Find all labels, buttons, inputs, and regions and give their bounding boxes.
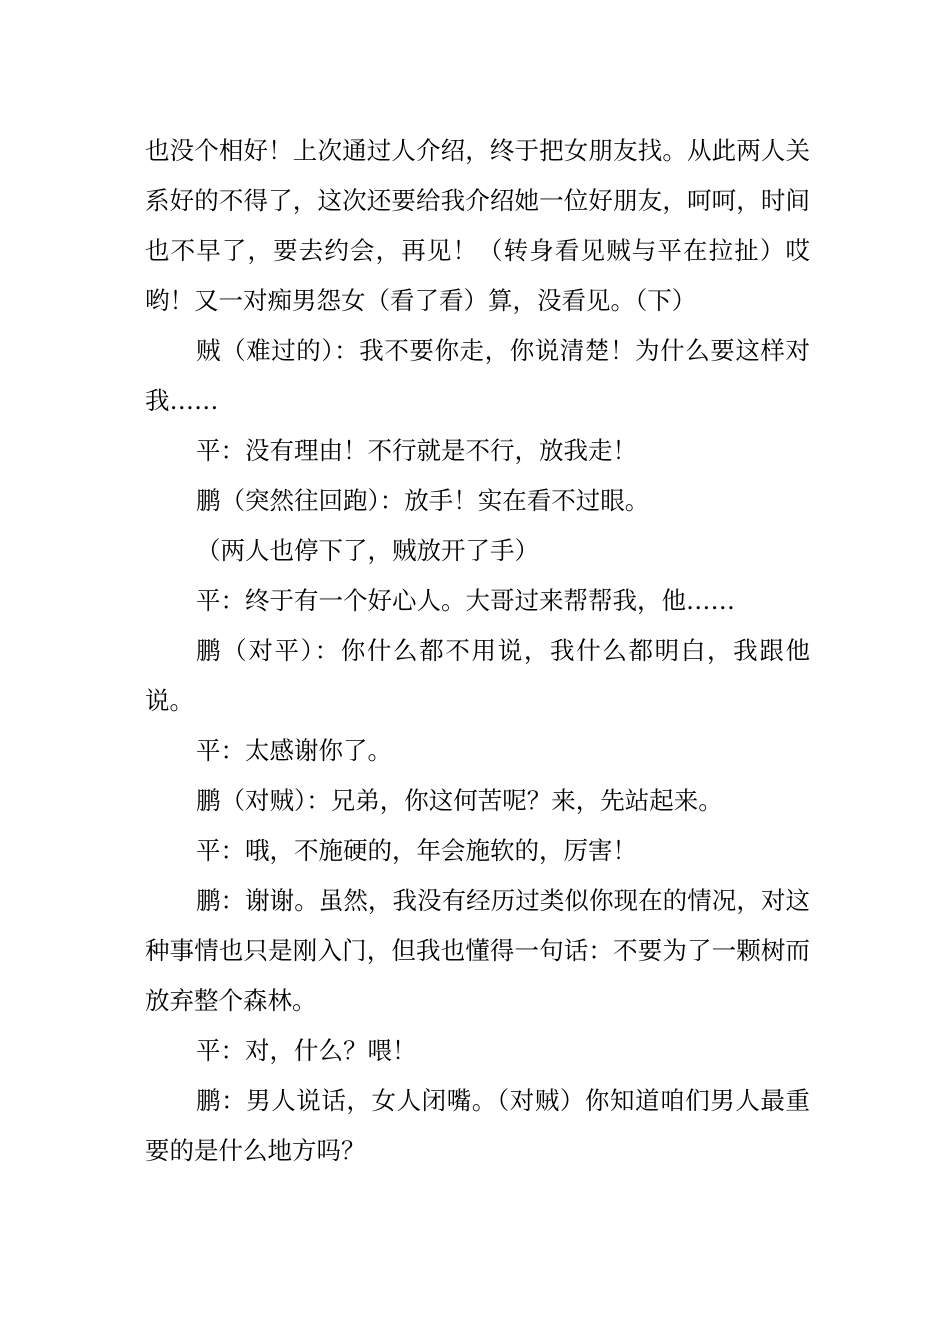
document-page (145, 126, 810, 1176)
dialogue-line: 鹏：谢谢。虽然，我没有经历过类似你现在的情况，对这种事情也只是刚入门，但我也懂得一句话：不要为了一颗树而放弃整个森林。 (145, 886, 810, 1015)
dialogue-line: 鹏（对贼）：兄弟，你这何苦呢？来，先站起来。 (196, 786, 723, 815)
dialogue-line: 平：没有理由！不行就是不行，放我走！ (196, 436, 637, 465)
dialogue-line: 平：太感谢你了。 (196, 736, 392, 765)
paragraph-monologue-continuation: 也没个相好！上次通过人介绍，终于把女朋友找。从此两人关系好的不得了，这次还要给我介绍她一位好朋友，呵呵，时间也不早了，要去约会，再见！（转身看见贼与平在拉扯）哎哟！又一对痴男怨女（看了看）算，没看见。（下） (145, 136, 810, 315)
dialogue-line: 贼（难过的）：我不要你走，你说清楚！为什么要这样对我…… (145, 336, 810, 415)
stage-direction: （两人也停下了，贼放开了手） (196, 536, 539, 565)
dialogue-line: 鹏：男人说话，女人闭嘴。（对贼）你知道咱们男人最重要的是什么地方吗？ (145, 1086, 810, 1165)
dialogue-line: 鹏（突然往回跑）：放手！实在看不过眼。 (196, 486, 650, 515)
dialogue-line: 平：哦，不施硬的，年会施软的，厉害！ (196, 836, 637, 865)
dialogue-line: 平：终于有一个好心人。大哥过来帮帮我，他…… (196, 586, 735, 615)
dialogue-line: 鹏（对平）：你什么都不用说，我什么都明白，我跟他说。 (145, 636, 810, 715)
dialogue-line: 平：对，什么？喂！ (196, 1036, 417, 1065)
